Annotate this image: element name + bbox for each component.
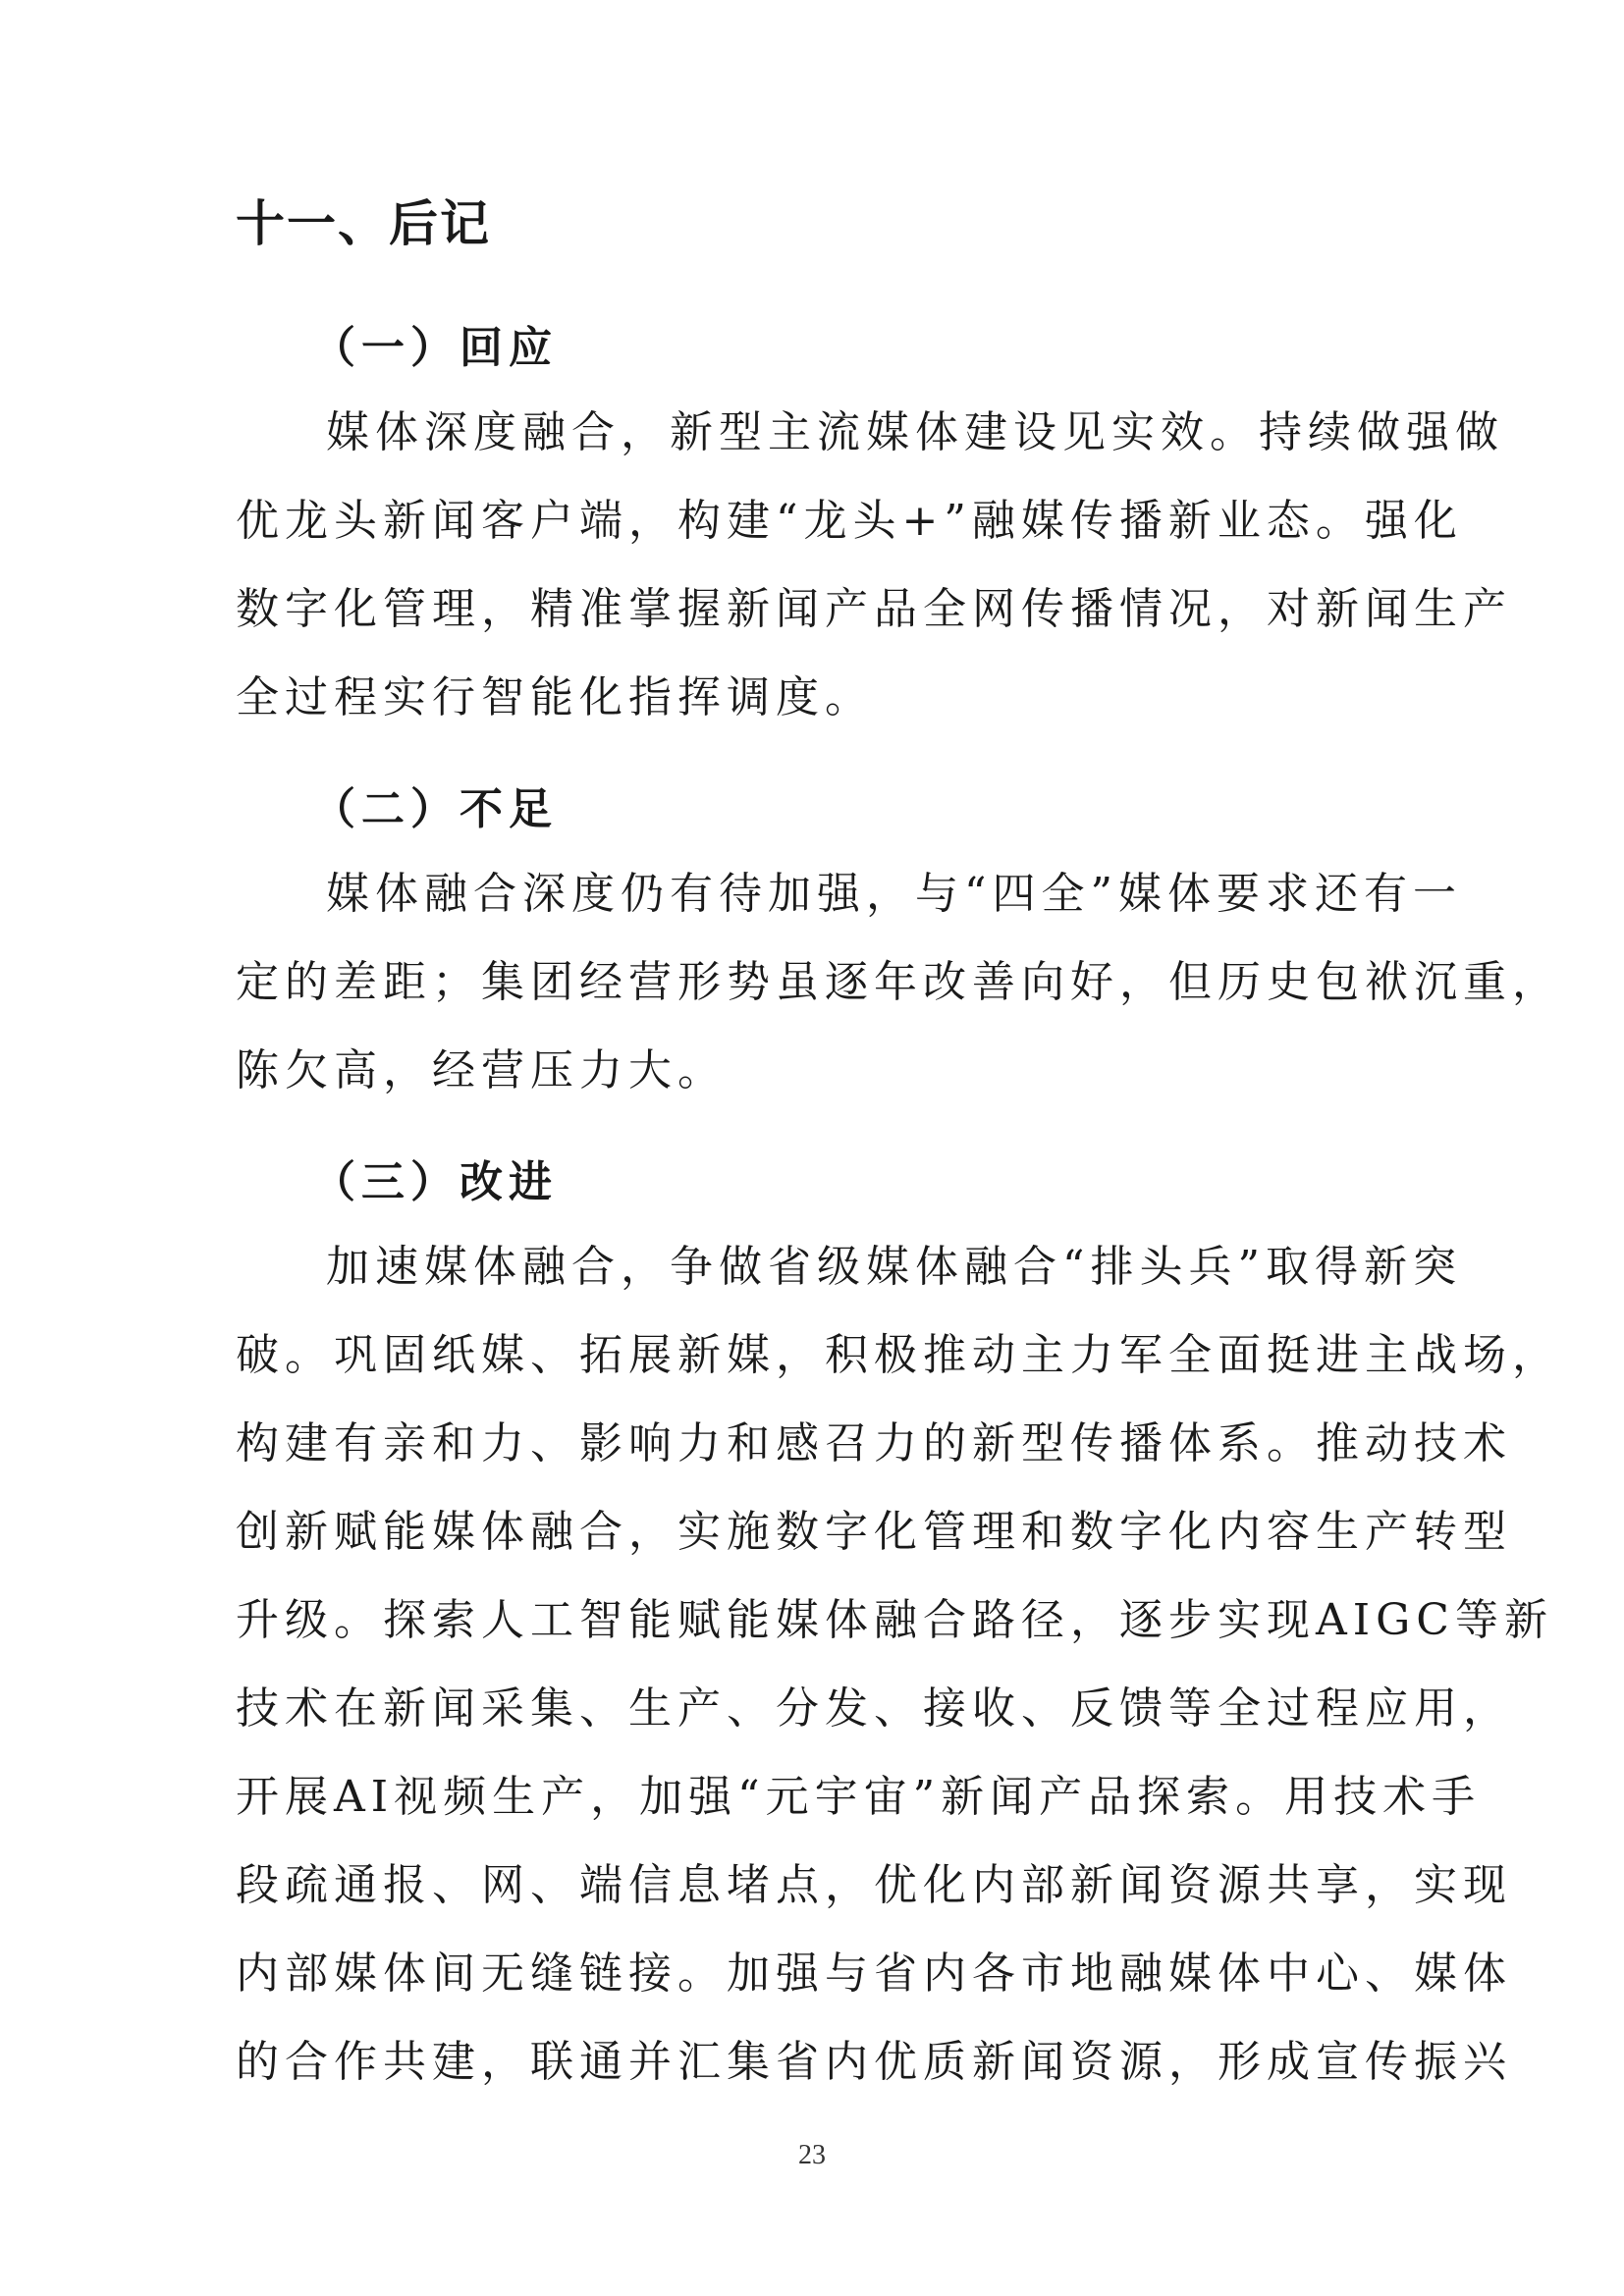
section-body-shortcomings bbox=[236, 850, 1561, 1115]
paragraph-line: 加速媒体融合，争做省级媒体融合“排头兵”取得新突 bbox=[326, 1242, 1462, 1292]
section-heading-response: （一）回应 bbox=[312, 323, 558, 373]
paragraph-line: 段疏通报、网、端信息堵点，优化内部新闻资源共享，实现 bbox=[236, 1860, 1512, 1910]
paragraph-line: 优龙头新闻客户端，构建“龙头+”融媒传播新业态。强化 bbox=[236, 496, 1463, 546]
paragraph-line: 内部媒体间无缝链接。加强与省内各市地融媒体中心、媒体 bbox=[236, 1949, 1512, 1999]
paragraph-line: 开展AI视频生产，加强“元宇宙”新闻产品探索。用技术手 bbox=[236, 1772, 1482, 1822]
paragraph-line: 技术在新闻采集、生产、分发、接收、反馈等全过程应用， bbox=[236, 1683, 1512, 1734]
section-body-response bbox=[236, 389, 1512, 742]
page-number: 23 bbox=[798, 2140, 826, 2170]
paragraph-line: 定的差距；集团经营形势虽逐年改善向好，但历史包袱沉重， bbox=[236, 957, 1561, 1007]
chapter-title: 十一、后记 bbox=[236, 195, 491, 252]
section-heading-shortcomings: （二）不足 bbox=[312, 784, 558, 834]
paragraph-line: 创新赋能媒体融合，实施数字化管理和数字化内容生产转型 bbox=[236, 1507, 1512, 1557]
paragraph-line: 陈欠高，经营压力大。 bbox=[236, 1045, 727, 1095]
paragraph-line: 的合作共建，联通并汇集省内优质新闻资源，形成宣传振兴 bbox=[236, 2037, 1512, 2087]
paragraph-line: 媒体融合深度仍有待加强，与“四全”媒体要求还有一 bbox=[326, 869, 1462, 919]
paragraph-line: 破。巩固纸媒、拓展新媒，积极推动主力军全面挺进主战场， bbox=[236, 1330, 1561, 1380]
paragraph-line: 媒体深度融合，新型主流媒体建设见实效。持续做强做 bbox=[326, 407, 1504, 457]
section-heading-improvements: （三）改进 bbox=[312, 1157, 558, 1207]
paragraph-line: 构建有亲和力、影响力和感召力的新型传播体系。推动技术 bbox=[236, 1418, 1512, 1468]
paragraph-line: 数字化管理，精准掌握新闻产品全网传播情况，对新闻生产 bbox=[236, 584, 1512, 634]
paragraph-line: 升级。探索人工智能赋能媒体融合路径，逐步实现AIGC等新 bbox=[236, 1595, 1553, 1645]
section-body-improvements bbox=[236, 1223, 1561, 2107]
paragraph-line: 全过程实行智能化指挥调度。 bbox=[236, 672, 874, 722]
